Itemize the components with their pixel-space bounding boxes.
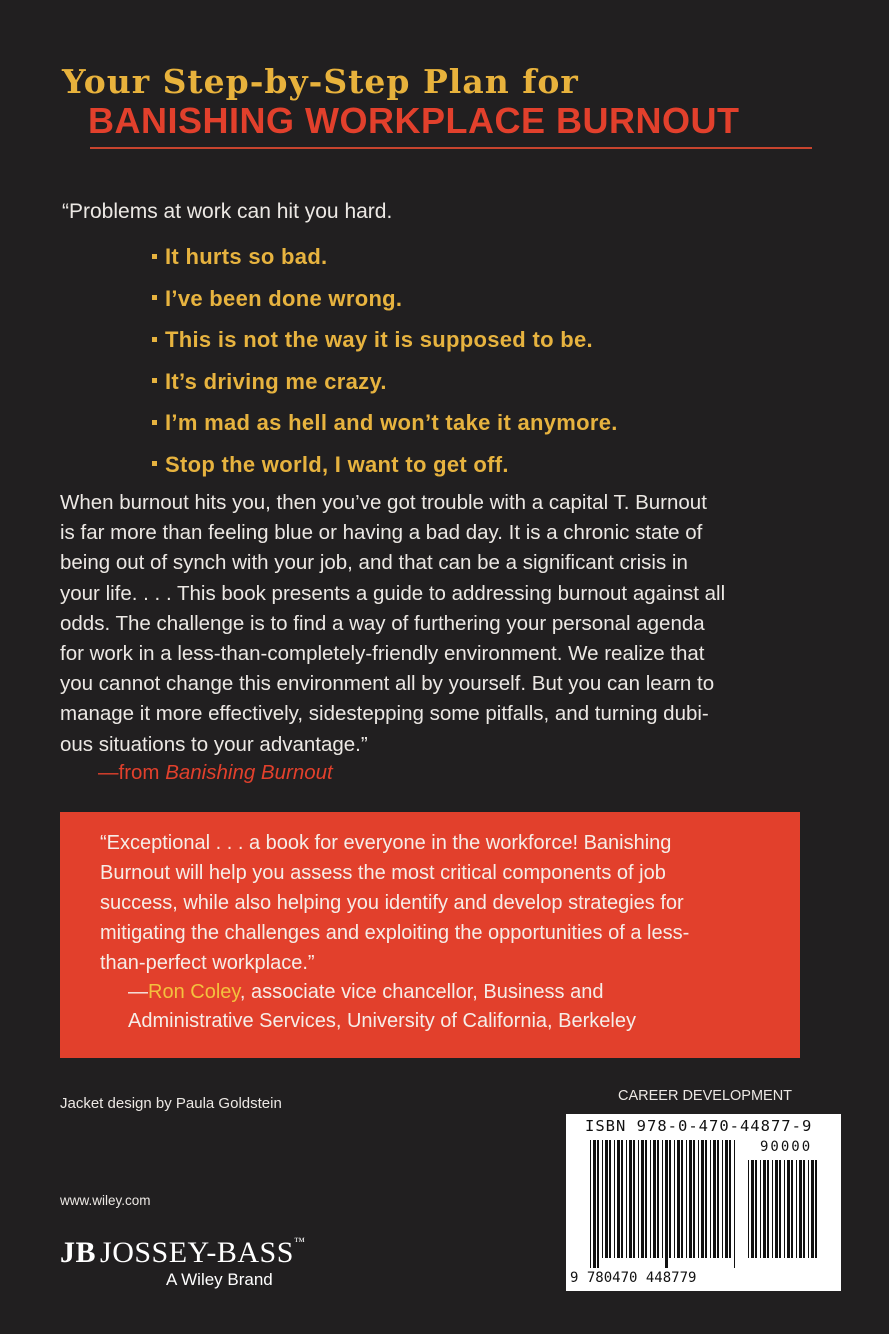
body-line: you cannot change this environment all by yourself. But you can learn to [60,672,715,696]
barcode-bar [734,1140,735,1268]
barcode-bar [755,1160,757,1258]
barcode-addon-icon [748,1160,820,1268]
bullet-icon [152,378,157,383]
barcode-bar [799,1160,802,1258]
barcode-bar [784,1160,785,1258]
quote-lead: “Problems at work can hit you hard. [62,200,393,223]
testimonial-line: mitigating the challenges and exploiting the opportunities of a less- [100,922,690,944]
barcode-bar [665,1140,668,1268]
barcode-bar [767,1160,769,1258]
bullet-text: I’ve been done wrong. [165,285,403,311]
credit-line-1 [128,978,788,1007]
credit-title: , associate vice chancellor, Business and [239,981,604,1003]
barcode-bar [653,1140,656,1258]
bullet-item [152,402,618,444]
barcode-bar [760,1160,761,1258]
barcode-bar [657,1140,659,1258]
barcode-bar [677,1140,680,1258]
testimonial-line: success, while also helping you identify and develop strategies for [100,892,684,914]
barcode-bar [751,1160,754,1258]
body-line: being out of synch with your job, and that can be a significant crisis in [60,551,688,575]
body-line: your life. . . . This book presents a guide to addressing burnout against all [60,581,726,605]
barcode-bar [609,1140,611,1258]
publisher-name: JOSSEY-BASS [100,1236,294,1269]
category-label: CAREER DEVELOPMENT [618,1088,793,1104]
publisher-logo [60,1236,305,1270]
barcode-bar [689,1140,692,1258]
headline-main: BANISHING WORKPLACE BURNOUT [88,100,740,141]
body-line: When burnout hits you, then you’ve got trouble with a capital T. Burnout [60,491,707,514]
barcode-bar [791,1160,793,1258]
headline-divider [90,147,812,149]
testimonial-line: “Exceptional . . . a book for everyone in the workforce! Banishing [100,832,672,854]
barcode-bar [621,1140,623,1258]
body-paragraph [60,488,830,760]
isbn-text: ISBN 978-0-470-44877-9 [585,1117,813,1135]
barcode-bar [725,1140,728,1258]
barcode-bar [693,1140,695,1258]
barcode-bar [629,1140,632,1258]
barcode-bar [645,1140,647,1258]
bullet-text: It’s driving me crazy. [165,368,387,394]
bullet-icon [152,254,157,259]
bullet-item [152,319,618,361]
barcode-bar [686,1140,687,1258]
bullet-text: I’m mad as hell and won’t take it anymore. [165,410,618,435]
bullet-text: It hurts so bad. [165,244,328,269]
barcode-bar [710,1140,711,1258]
testimonial-credit [128,978,788,1036]
credit-dash: — [128,981,148,1003]
barcode-bar [662,1140,663,1258]
barcode-bar [674,1140,675,1258]
barcode-bar [681,1140,683,1258]
barcode-bar [605,1140,608,1258]
testimonial-line: Burnout will help you assess the most critical components of job [100,862,666,884]
barcode-bar [796,1160,797,1258]
barcode-bar [614,1140,615,1258]
barcode-bar [713,1140,716,1258]
barcode-bar [808,1160,809,1258]
barcode-bar [593,1140,596,1268]
barcode-bar [617,1140,620,1258]
bullet-text: This is not the way it is supposed to be. [165,327,593,352]
barcode-bar [698,1140,699,1258]
barcode-bar [779,1160,781,1258]
credit-line-2: Administrative Services, University of California, Berkeley [128,1010,636,1032]
bullet-item [152,278,618,320]
trademark-mark: ™ [293,1236,306,1248]
barcode-bar [590,1140,591,1268]
barcode-bar [701,1140,704,1258]
barcode-icon [590,1140,740,1268]
barcode-bar [775,1160,778,1258]
attribution-title: Banishing Burnout [165,761,333,784]
barcode-bar [803,1160,805,1258]
publisher-website: www.wiley.com [60,1193,151,1208]
testimonial-text [100,828,780,978]
price-code: 90000 [760,1139,813,1155]
barcode-bar [772,1160,773,1258]
barcode-bar [729,1140,731,1258]
bullet-text: Stop the world, I want to get off. [165,451,509,477]
barcode-bar [722,1140,723,1258]
body-line: ous situations to your advantage.” [60,732,368,756]
bullet-item [152,236,618,278]
barcode-bar [650,1140,651,1258]
barcode-bar [748,1160,749,1258]
barcode-bar [626,1140,627,1258]
barcode-bar [669,1140,671,1258]
barcode-bar [641,1140,644,1258]
jacket-design-credit: Jacket design by Paula Goldstein [60,1095,282,1112]
bullet-icon [152,295,157,300]
body-line: odds. The challenge is to find a way of furthering your personal agenda [60,611,705,635]
barcode-bar [633,1140,635,1258]
barcode-bar [811,1160,814,1258]
body-line: is far more than feeling blue or having a bad day. It is a chronic state of [60,521,703,545]
barcode-bar [597,1140,599,1268]
barcode-bar [763,1160,766,1258]
body-line: for work in a less-than-completely-friendly environment. We realize that [60,642,705,666]
body-line: manage it more effectively, sidestepping some pitfalls, and turning dubi- [60,702,709,726]
quote-attribution [98,761,333,785]
credit-name: Ron Coley [148,981,240,1003]
bullet-item [152,444,618,486]
headline-top: Your Step-by-Step Plan for [62,62,579,101]
bullet-list [152,236,618,485]
publisher-tagline: A Wiley Brand [166,1270,273,1289]
barcode-bar [815,1160,817,1258]
bullet-item [152,361,618,403]
bullet-icon [152,461,157,466]
barcode-bar [717,1140,719,1258]
attribution-prefix: —from [98,761,166,784]
barcode-bar [602,1140,603,1258]
bullet-icon [152,420,157,425]
barcode-bar [638,1140,639,1258]
testimonial-line: than-perfect workplace.” [100,952,315,974]
barcode-bar [705,1140,707,1258]
barcode-bar [787,1160,790,1258]
bullet-icon [152,337,157,342]
barcode-digits: 9 780470 448779 [570,1270,697,1286]
jb-logo-icon: JB [60,1236,97,1269]
